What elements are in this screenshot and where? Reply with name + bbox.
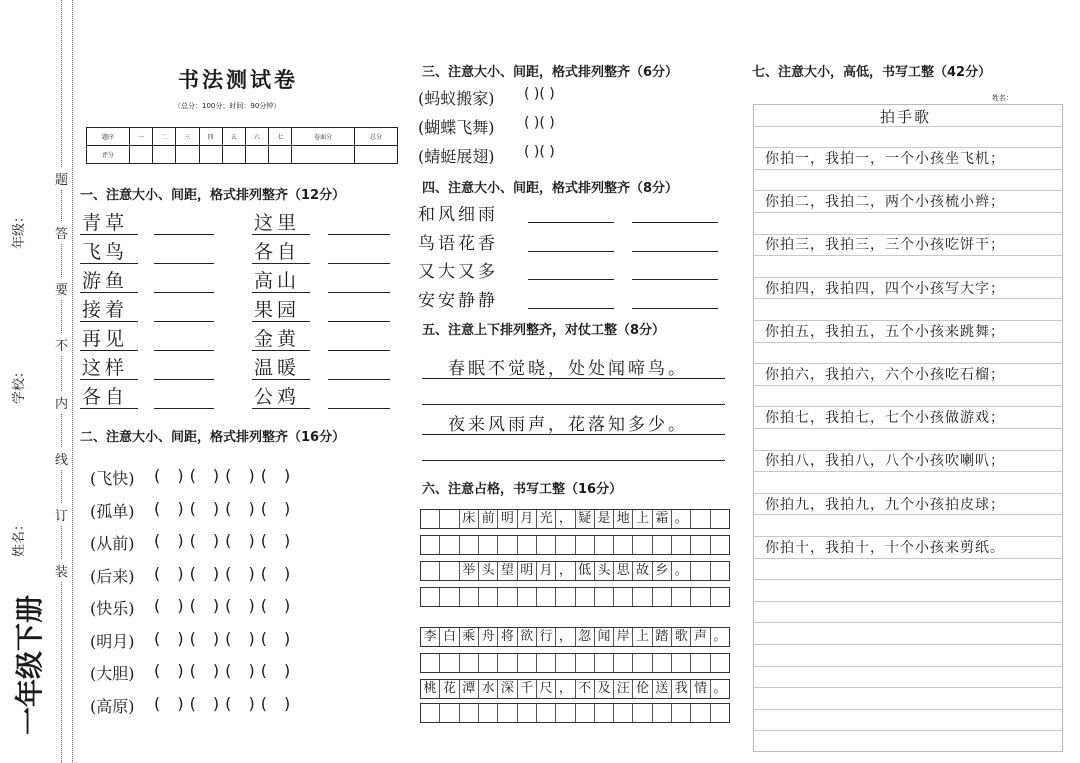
grid-row <box>420 535 730 555</box>
grid-cell-empty[interactable] <box>614 588 633 606</box>
grid-cell-char: 疑 <box>576 510 595 528</box>
section1-heading: 一、注意大小、间距，格式排列整齐（12分） <box>80 188 346 203</box>
section7-heading: 七、注意大小，高低，书写工整（42分） <box>752 65 992 80</box>
grid-cell-char: 思 <box>614 562 633 580</box>
section2-item: (快乐) <box>90 599 135 618</box>
writing-line <box>422 404 725 405</box>
score-input-cell[interactable] <box>269 146 292 164</box>
section3-item: (蜻蜓展翅) <box>418 147 495 166</box>
grid-cell-empty[interactable] <box>556 654 575 672</box>
word-underline <box>80 321 138 322</box>
song-line: 你拍九，我拍九，九个小孩拍皮球； <box>765 496 1005 513</box>
section1-word: 公鸡 <box>254 386 301 408</box>
grid-cell-char: 不 <box>576 680 595 698</box>
answer-line[interactable] <box>154 263 214 264</box>
section4-item: 安安静静 <box>418 290 498 311</box>
grid-cell-char: 头 <box>479 562 498 580</box>
score-header-cell: 五 <box>222 128 245 146</box>
song-line: 你拍四，我拍四，四个小孩写大字； <box>765 280 1005 297</box>
grid-cell-empty[interactable] <box>653 588 672 606</box>
grid-cell-char: 将 <box>498 628 517 646</box>
grid-row <box>420 679 730 699</box>
grid-cell-char: 汪 <box>614 680 633 698</box>
section2-item: (飞快) <box>90 469 135 488</box>
song-line: 你拍一，我拍一，一个小孩坐飞机； <box>765 151 1005 167</box>
grid-row <box>420 509 730 529</box>
grid-cell-empty[interactable] <box>711 536 729 554</box>
answer-line[interactable] <box>632 308 718 309</box>
grid-cell-char: 岸 <box>614 628 633 646</box>
grid-cell-empty[interactable] <box>421 536 440 554</box>
grid-row <box>420 627 730 647</box>
writing-line <box>422 434 725 435</box>
grid-cell-char: 深 <box>498 680 517 698</box>
grid-cell-char: 我 <box>672 680 691 698</box>
section2-blanks[interactable]: ( )( )( )( ) <box>154 693 297 713</box>
answer-line[interactable] <box>154 379 214 380</box>
grid-cell-char: 千 <box>518 680 537 698</box>
grid-cell-empty[interactable] <box>518 654 537 672</box>
section2-blanks[interactable]: ( )( )( )( ) <box>154 661 297 680</box>
grid-cell-empty[interactable] <box>421 588 440 606</box>
grid-cell-empty[interactable] <box>518 536 537 554</box>
grid-cell-empty[interactable] <box>691 704 710 722</box>
word-underline <box>80 234 138 235</box>
section1-word: 这样 <box>82 357 129 379</box>
word-underline <box>80 350 138 351</box>
grid-cell-empty[interactable] <box>421 704 440 722</box>
section3-item: (蝴蝶飞舞) <box>418 118 495 137</box>
binding-warning-char: 订 <box>55 504 68 525</box>
grid-cell-empty[interactable] <box>460 536 479 554</box>
section3-heading: 三、注意大小、间距，格式排列整齐（6分） <box>422 65 679 80</box>
grid-cell-char: 光 <box>537 510 556 528</box>
score-input-cell[interactable] <box>245 146 268 164</box>
answer-line[interactable] <box>154 321 214 322</box>
grid-cell-empty[interactable] <box>576 704 595 722</box>
grid-cell-char: 舟 <box>479 628 498 646</box>
sheet-rule <box>753 558 1063 559</box>
grid-cell-char: 桃 <box>421 680 440 698</box>
grid-cell-empty[interactable] <box>460 588 479 606</box>
grid-cell-empty[interactable] <box>498 654 517 672</box>
grid-cell-empty[interactable] <box>440 562 459 580</box>
word-underline <box>252 408 310 409</box>
score-input-cell[interactable] <box>354 146 397 164</box>
answer-line[interactable] <box>632 222 718 223</box>
sheet-rule <box>753 601 1063 602</box>
grid-cell-char: 前 <box>479 510 498 528</box>
sheet-rule <box>753 709 1063 710</box>
section2-blanks[interactable]: ( )( )( )( ) <box>154 466 297 485</box>
grid-cell-empty[interactable] <box>614 536 633 554</box>
grid-cell-empty[interactable] <box>633 704 652 722</box>
answer-line[interactable] <box>328 321 390 322</box>
score-input-cell[interactable] <box>129 146 152 164</box>
word-underline <box>252 234 310 235</box>
score-input-cell[interactable] <box>222 146 245 164</box>
grid-cell-char: 行 <box>537 628 556 646</box>
score-header-cell: 卷面分 <box>292 128 355 146</box>
binding-line-inner <box>72 0 73 763</box>
grid-cell-empty[interactable] <box>653 536 672 554</box>
grid-cell-char: ， <box>556 628 575 646</box>
grid-cell-empty[interactable] <box>691 562 710 580</box>
section3-item: (蚂蚁搬家) <box>418 89 495 108</box>
grid-cell-char: 闻 <box>595 628 614 646</box>
sheet-rule <box>753 212 1063 213</box>
score-header-cell: 题序 <box>87 128 130 146</box>
grid-cell-char: ， <box>556 680 575 698</box>
grid-cell-char: 上 <box>633 510 652 528</box>
song-line: 你拍八，我拍八，八个小孩吹喇叭； <box>765 453 1005 470</box>
sheet-rule <box>753 342 1063 343</box>
song-line: 你拍三，我拍三，三个小孩吃饼干； <box>765 237 1005 254</box>
sheet-rule <box>753 255 1063 256</box>
school-label: 学校： <box>12 364 28 405</box>
song-line: 你拍二，我拍二，两个小孩梳小辫； <box>765 194 1005 211</box>
word-underline <box>80 292 138 293</box>
score-header-cell: 六 <box>245 128 268 146</box>
section1-word: 各自 <box>82 386 129 408</box>
grade-title: 一年级下册 <box>13 594 47 736</box>
section1-word: 温暖 <box>254 357 301 379</box>
answer-line[interactable] <box>632 251 718 252</box>
poem-line-2: 夜来风雨声，花落知多少。 <box>448 415 688 435</box>
grid-cell-empty[interactable] <box>672 588 691 606</box>
sheet-rule <box>753 730 1063 731</box>
section3-blanks[interactable]: ( )( ) <box>524 86 555 102</box>
answer-line[interactable] <box>328 408 390 409</box>
score-header-cell: 七 <box>269 128 292 146</box>
grid-cell-char: 送 <box>653 680 672 698</box>
section4-item: 又大又多 <box>418 262 498 282</box>
answer-line[interactable] <box>154 408 214 409</box>
word-underline <box>252 379 310 380</box>
binding-warning-char: 答 <box>55 222 68 243</box>
score-header-cell: 三 <box>176 128 199 146</box>
score-input-cell[interactable] <box>199 146 222 164</box>
grid-cell-char: 低 <box>576 562 595 580</box>
grid-cell-empty[interactable] <box>595 588 614 606</box>
grade-label: 年级： <box>12 209 28 250</box>
section2-item: (从前) <box>90 534 135 553</box>
grid-cell-empty[interactable] <box>653 704 672 722</box>
grid-cell-char: 花 <box>440 680 459 698</box>
page-title: 书法测试卷 <box>178 68 298 92</box>
grid-cell-empty[interactable] <box>556 536 575 554</box>
section1-word: 高山 <box>254 270 301 292</box>
word-underline <box>252 321 310 322</box>
grid-cell-empty[interactable] <box>576 654 595 672</box>
section4-item: 和风细雨 <box>418 205 498 225</box>
grid-cell-char: 床 <box>460 510 479 528</box>
grid-cell-char: 。 <box>672 562 691 580</box>
score-header-cell: 四 <box>199 128 222 146</box>
score-input-cell[interactable] <box>153 146 176 164</box>
section2-item: (明月) <box>90 631 135 651</box>
score-input-cell[interactable] <box>176 146 199 164</box>
word-underline <box>252 263 310 264</box>
score-header-cell: 总分 <box>354 128 397 146</box>
section1-word: 青草 <box>82 212 129 234</box>
section2-item: (高原) <box>90 696 135 716</box>
grid-cell-empty[interactable] <box>460 704 479 722</box>
grid-cell-empty[interactable] <box>440 704 459 722</box>
section4-item: 鸟语花香 <box>418 233 498 254</box>
grid-cell-empty[interactable] <box>595 654 614 672</box>
sheet-rule <box>753 514 1063 515</box>
grid-cell-char: 尺 <box>537 680 556 698</box>
grid-cell-empty[interactable] <box>440 510 459 528</box>
grid-cell-empty[interactable] <box>440 654 459 672</box>
grid-cell-empty[interactable] <box>595 536 614 554</box>
grid-cell-char: 李 <box>421 628 440 646</box>
grid-cell-char: 明 <box>518 562 537 580</box>
answer-line[interactable] <box>528 279 614 280</box>
grid-cell-empty[interactable] <box>672 654 691 672</box>
grid-row <box>420 587 730 607</box>
grid-cell-empty[interactable] <box>518 588 537 606</box>
grid-cell-char: 乘 <box>460 628 479 646</box>
sheet-rule <box>753 298 1063 299</box>
section2-item: (后来) <box>90 566 135 586</box>
binding-line-outer <box>61 0 62 763</box>
word-underline <box>252 350 310 351</box>
grid-cell-char: 。 <box>713 681 727 696</box>
grid-cell-char: 伦 <box>633 680 652 698</box>
grid-cell-char: 头 <box>595 562 614 580</box>
grid-cell-char: 潭 <box>460 680 479 698</box>
grid-cell-empty[interactable] <box>614 654 633 672</box>
sheet-rule <box>753 666 1063 667</box>
name-label: 姓名： <box>12 517 28 558</box>
grid-cell-char: 欲 <box>518 628 537 646</box>
grid-cell-char: 歌 <box>672 628 691 646</box>
binding-warning-char: 内 <box>55 392 68 413</box>
grid-cell-char: 望 <box>498 562 517 580</box>
binding-warning-char: 装 <box>55 560 68 581</box>
grid-cell-char: 月 <box>518 510 537 528</box>
writing-line <box>422 378 725 379</box>
grid-cell-empty[interactable] <box>633 588 652 606</box>
grid-cell-empty[interactable] <box>537 536 556 554</box>
grid-cell-empty[interactable] <box>440 588 459 606</box>
grid-cell-empty[interactable] <box>691 588 710 606</box>
grid-cell-empty[interactable] <box>498 704 517 722</box>
song-line: 你拍五，我拍五，五个小孩来跳舞； <box>765 323 1005 340</box>
grid-cell-char: ， <box>556 562 575 580</box>
writing-line <box>422 460 725 461</box>
grid-cell-char: 踏 <box>653 628 672 646</box>
section2-blanks[interactable]: ( )( )( )( ) <box>154 596 297 615</box>
word-underline <box>80 379 138 380</box>
grid-row <box>420 703 730 723</box>
section1-word: 金黄 <box>254 328 301 350</box>
section2-blanks[interactable]: ( )( )( )( ) <box>154 628 297 648</box>
sheet-rule <box>753 644 1063 645</box>
answer-line[interactable] <box>528 251 614 252</box>
sheet-rule <box>753 471 1063 472</box>
section6-heading: 六、注意占格，书写工整（16分） <box>422 482 623 497</box>
section1-word: 这里 <box>254 212 301 234</box>
grid-cell-empty[interactable] <box>711 588 729 606</box>
grid-cell-empty[interactable] <box>421 562 440 580</box>
grid-cell-char: 乡 <box>653 562 672 580</box>
grid-cell-char: 霜 <box>653 510 672 528</box>
grid-cell-empty[interactable] <box>421 510 440 528</box>
grid-cell-empty[interactable] <box>691 510 710 528</box>
grid-cell-empty[interactable] <box>556 588 575 606</box>
grid-cell-char: 忽 <box>576 628 595 646</box>
binding-warning-char: 要 <box>55 278 68 299</box>
grid-row <box>420 653 730 673</box>
section2-heading: 二、注意大小、间距，格式排列整齐（16分） <box>80 430 346 445</box>
score-row-label: 评分 <box>87 146 130 164</box>
grid-cell-empty[interactable] <box>653 654 672 672</box>
section1-word: 接着 <box>82 299 129 321</box>
grid-cell-char: 白 <box>440 628 459 646</box>
song-line: 你拍十，我拍十，十个小孩来剪纸。 <box>765 539 1005 556</box>
sheet-rule <box>753 622 1063 623</box>
sheet-rule <box>753 428 1063 429</box>
grid-cell-empty[interactable] <box>711 654 729 672</box>
answer-line[interactable] <box>328 234 390 235</box>
grid-cell-char: 明 <box>498 510 517 528</box>
grid-cell-empty[interactable] <box>711 562 729 580</box>
grid-row <box>420 561 730 581</box>
grid-cell-empty[interactable] <box>576 536 595 554</box>
section3-blanks[interactable]: ( )( ) <box>524 115 555 131</box>
answer-line[interactable] <box>328 263 390 264</box>
sheet-rule <box>753 385 1063 386</box>
word-underline <box>80 263 138 264</box>
song-line: 你拍六，我拍六，六个小孩吃石榴； <box>765 367 1005 383</box>
section1-word: 果园 <box>254 299 301 321</box>
grid-cell-empty[interactable] <box>518 704 537 722</box>
grid-cell-char: 声 <box>691 628 710 646</box>
section1-word: 再见 <box>82 328 129 350</box>
score-header-cell: 二 <box>153 128 176 146</box>
grid-cell-char: 水 <box>479 680 498 698</box>
grid-cell-empty[interactable] <box>691 654 710 672</box>
song-title: 拍手歌 <box>880 108 932 126</box>
section2-item: (大胆) <box>90 664 135 683</box>
section1-word: 游鱼 <box>82 270 129 292</box>
grid-cell-empty[interactable] <box>479 588 498 606</box>
grid-cell-empty[interactable] <box>460 654 479 672</box>
answer-line[interactable] <box>528 222 614 223</box>
grid-cell-empty[interactable] <box>498 588 517 606</box>
grid-cell-char: 上 <box>633 628 652 646</box>
grid-cell-empty[interactable] <box>595 704 614 722</box>
grid-cell-empty[interactable] <box>537 704 556 722</box>
binding-warning-char: 线 <box>55 448 68 469</box>
answer-line[interactable] <box>154 292 214 293</box>
answer-line[interactable] <box>154 234 214 235</box>
word-underline <box>80 408 138 409</box>
grid-cell-empty[interactable] <box>479 704 498 722</box>
grid-cell-char: 。 <box>672 510 691 528</box>
grid-cell-empty[interactable] <box>614 704 633 722</box>
grid-cell-char: 及 <box>595 680 614 698</box>
section2-blanks[interactable]: ( )( )( )( ) <box>154 531 297 550</box>
grid-cell-empty[interactable] <box>537 654 556 672</box>
grid-cell-empty[interactable] <box>498 536 517 554</box>
binding-warning-char: 不 <box>55 334 68 355</box>
grid-cell-empty[interactable] <box>691 536 710 554</box>
grid-cell-empty[interactable] <box>479 536 498 554</box>
grid-cell-empty[interactable] <box>479 654 498 672</box>
grid-cell-char: ， <box>556 510 575 528</box>
grid-cell-empty[interactable] <box>633 654 652 672</box>
sheet-rule <box>753 687 1063 688</box>
grid-cell-empty[interactable] <box>711 510 729 528</box>
answer-line[interactable] <box>328 292 390 293</box>
grid-cell-empty[interactable] <box>556 704 575 722</box>
answer-line[interactable] <box>528 308 614 309</box>
section2-blanks[interactable]: ( )( )( )( ) <box>154 498 297 518</box>
section1-word: 飞鸟 <box>82 241 129 263</box>
grid-cell-empty[interactable] <box>672 704 691 722</box>
grid-cell-char: 地 <box>614 510 633 528</box>
sheet-rule <box>753 579 1063 580</box>
grid-cell-empty[interactable] <box>537 588 556 606</box>
binding-warning-char: 题 <box>55 168 68 189</box>
section2-blanks[interactable]: ( )( )( )( ) <box>154 563 297 583</box>
score-input-cell[interactable] <box>292 146 355 164</box>
page-subtitle: （总分：100分；时间：90分钟） <box>174 102 281 110</box>
answer-line[interactable] <box>328 379 390 380</box>
grid-cell-empty[interactable] <box>711 704 729 722</box>
section4-heading: 四、注意大小、间距，格式排列整齐（8分） <box>422 181 679 196</box>
grid-cell-char: 故 <box>633 562 652 580</box>
answer-line[interactable] <box>328 350 390 351</box>
word-underline <box>252 292 310 293</box>
section1-word: 各自 <box>254 241 301 263</box>
grid-cell-char: 举 <box>460 562 479 580</box>
section5-heading: 五、注意上下排列整齐，对仗工整（8分） <box>422 323 666 338</box>
section3-blanks[interactable]: ( )( ) <box>524 144 555 160</box>
sheet-name-label: 姓名： <box>992 94 1013 102</box>
grid-cell-char: 月 <box>537 562 556 580</box>
grid-cell-empty[interactable] <box>576 588 595 606</box>
grid-cell-char: 。 <box>713 629 727 644</box>
answer-line[interactable] <box>154 350 214 351</box>
section2-item: (孤单) <box>90 501 135 521</box>
grid-cell-empty[interactable] <box>633 536 652 554</box>
grid-cell-empty[interactable] <box>421 654 440 672</box>
poem-line-1: 春眠不觉晓，处处闻啼鸟。 <box>448 359 688 379</box>
score-table <box>86 127 398 164</box>
sheet-rule <box>753 169 1063 170</box>
grid-cell-char: 是 <box>595 510 614 528</box>
grid-cell-empty[interactable] <box>672 536 691 554</box>
score-header-cell: 一 <box>129 128 152 146</box>
answer-line[interactable] <box>632 279 718 280</box>
grid-cell-char: 情 <box>691 680 710 698</box>
grid-cell-empty[interactable] <box>440 536 459 554</box>
song-line: 你拍七，我拍七，七个小孩做游戏； <box>765 410 1005 427</box>
